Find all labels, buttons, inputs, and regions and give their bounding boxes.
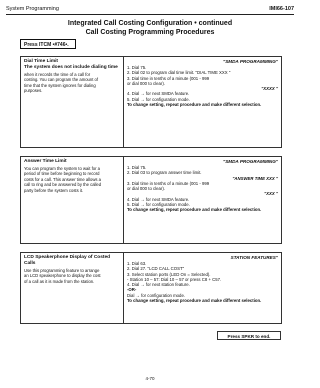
desc-line: an LCD speakerphone to display the cost	[24, 273, 101, 279]
desc-line: call to ring and be answered by the called	[24, 182, 102, 188]
step: 5. Dial → for configuration mode.	[127, 96, 190, 102]
display-readout: "XXXX "	[261, 86, 278, 92]
section-dial-time-limit	[20, 56, 282, 148]
step-or: -OR-	[127, 287, 137, 293]
section-steps	[124, 253, 281, 323]
desc-line: purposes.	[24, 88, 43, 94]
page-title: Integrated Call Costing Configuration • continued	[67, 20, 233, 27]
section-desc	[24, 72, 120, 94]
desc-line: when it records the time of a call for	[24, 72, 91, 77]
step: 3. Select station ports (LED On = Selected).	[127, 271, 211, 277]
press-spkr-box: Press SPKR to end.	[217, 331, 281, 340]
step: - Station 10 – 57: Dial 10 – 57 or press C8 + C57.	[127, 276, 222, 282]
step: 4. Dial → for next station feature.	[127, 282, 190, 288]
display-heading: STATION FEATURES"	[230, 255, 278, 260]
desc-line: time that the system ignores for dialing	[24, 82, 96, 88]
desc-line: costing. You can program the amount of	[24, 77, 99, 83]
step: 4. Dial → for next SMDA feature.	[127, 196, 190, 202]
header-doc-id: IMI66-107	[269, 6, 294, 12]
section-steps	[124, 57, 281, 147]
section-title-line2: The system does not include dialing time	[24, 65, 118, 70]
desc-line: period of time before beginning to record	[24, 171, 100, 177]
step: Dial → for configuration mode.	[127, 292, 186, 298]
section-description	[21, 157, 124, 243]
step-note: To change setting, repeat procedure and make different selection.	[127, 298, 262, 304]
press-itcm-box: Press ITCM •#746•.	[20, 39, 76, 49]
section-steps	[124, 157, 281, 243]
step: 3. Dial time in tenths of a minute (001 - 999	[127, 180, 210, 186]
header-rule	[6, 14, 294, 15]
desc-line: You can program the system to wait for a	[24, 166, 100, 171]
display-readout: "XXX "	[264, 191, 278, 197]
section-description	[21, 57, 124, 147]
step: or dial 000 to clear).	[127, 186, 165, 192]
desc-line: of a call as it is made from the station.	[24, 278, 95, 284]
desc-line: party before the system costs it.	[24, 187, 84, 193]
section-title: Answer Time Limit	[24, 159, 67, 164]
step: 1. Dial 63.	[127, 261, 147, 266]
step-note: To change setting, repeat procedure and make different selection.	[127, 207, 262, 213]
step: 2. Dial 02 to program dial time limit. "DIAL TIME XXX "	[127, 70, 231, 76]
step: 3. Dial time in tenths of a minute (001 - 999	[127, 75, 210, 81]
step-note: To change setting, repeat procedure and make different selection.	[127, 102, 262, 108]
section-title: LCD Speakerphone Display of Costed	[24, 255, 111, 260]
page-number: 4-70	[145, 376, 155, 381]
section-desc	[24, 268, 120, 284]
section-description	[21, 253, 124, 323]
display-heading: "SMDA PROGRAMMING"	[223, 59, 278, 64]
section-title: Dial Time Limit	[24, 59, 59, 64]
page-subtitle: Call Costing Programming Procedures	[85, 29, 215, 36]
step: 5. Dial → for configuration mode.	[127, 202, 190, 208]
section-desc	[24, 166, 120, 193]
step: 2. Dial 27. "LCD CALL COST"	[127, 266, 185, 272]
step: 4. Dial → for next SMDA feature.	[127, 91, 190, 97]
section-lcd-call-cost	[20, 252, 282, 324]
header-section-title: System Programming	[6, 6, 59, 12]
step: 2. Dial 03 to program answer time limit.	[127, 170, 202, 176]
step: or dial 000 to clear).	[127, 80, 165, 86]
section-answer-time-limit	[20, 156, 282, 244]
section-title-line2: Calls	[24, 261, 36, 266]
display-heading: "SMDA PROGRAMMING"	[223, 159, 278, 164]
desc-line: costs for a call. This answer time allows a	[24, 176, 101, 182]
display-readout: "ANSWER TIME XXX "	[232, 175, 278, 181]
desc-line: Use this programming feature to arrange	[24, 268, 100, 273]
step: 1. Dial 75.	[127, 165, 147, 170]
step: 1. Dial 75.	[127, 65, 147, 70]
